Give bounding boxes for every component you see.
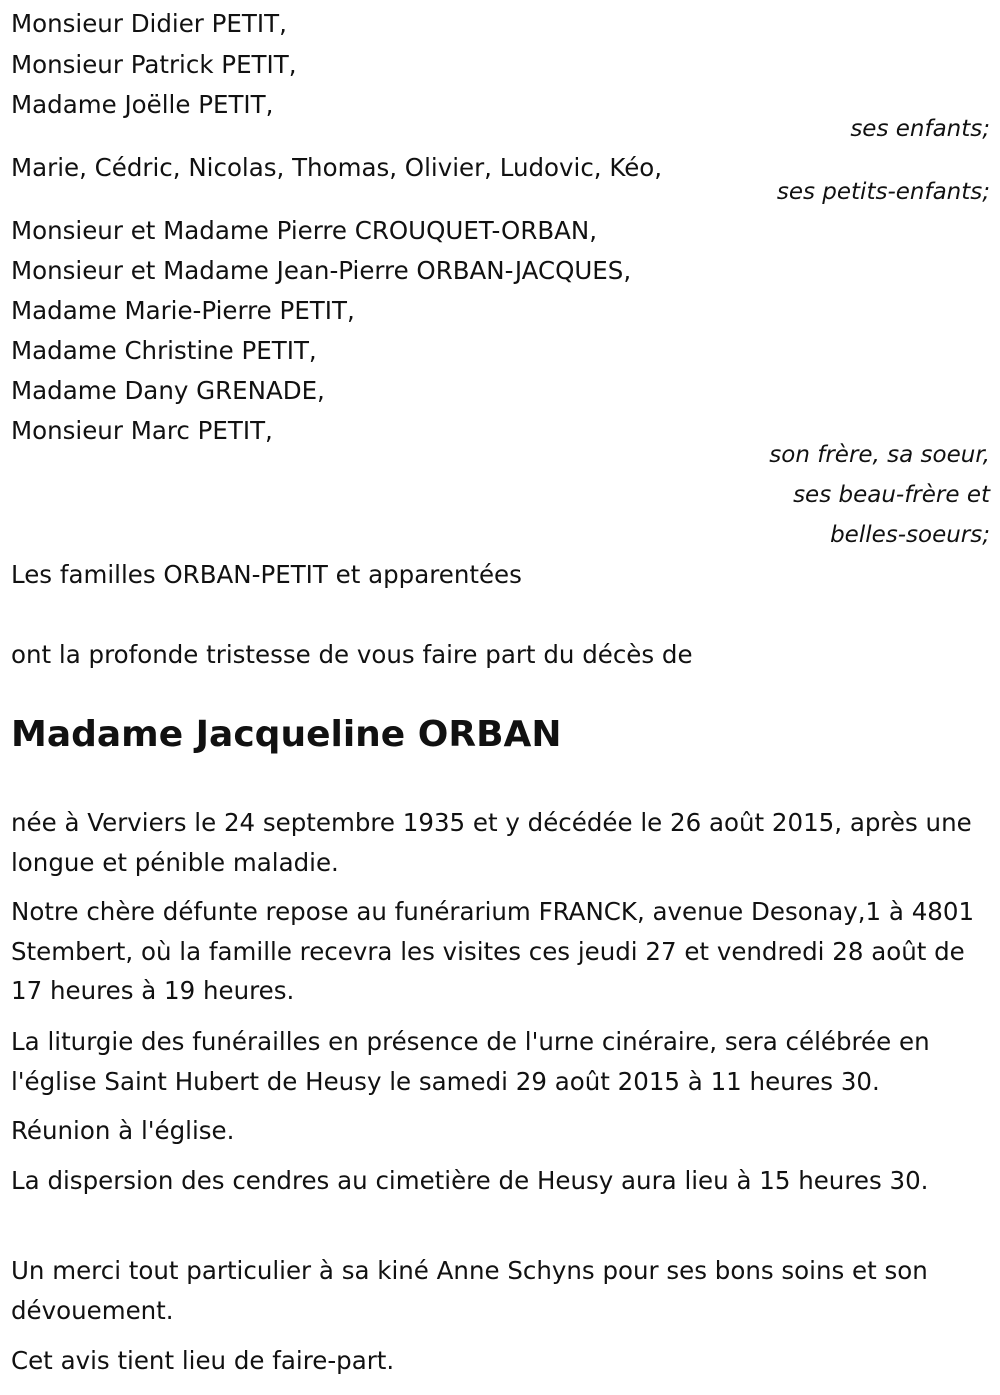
siblings-relation-line: son frère, sa soeur,	[769, 442, 990, 468]
children-relation: ses enfants;	[850, 116, 990, 142]
families-line: Les familles ORBAN-PETIT et apparentées	[11, 560, 522, 589]
siblings-relation-line: belles-soeurs;	[830, 522, 990, 548]
child-name: Monsieur Didier PETIT,	[11, 9, 287, 38]
ashes-paragraph: La dispersion des cendres au cimetière de Heusy aura lieu à 15 heures 30.	[11, 1166, 929, 1195]
closing-paragraph: Cet avis tient lieu de faire-part.	[11, 1346, 395, 1375]
visitation-paragraph: Notre chère défunte repose au funérarium FRANCK, avenue Desonay,1 à 4801 Stembert, où la famille recevra les visites ces jeudi 27 et vendredi 28 août de 17 heures à 19 heures.	[11, 897, 975, 1005]
siblings-relation-line: ses beau-frère et	[793, 482, 990, 508]
sibling-name: Madame Christine PETIT,	[11, 336, 317, 365]
birth-death-paragraph: née à Verviers le 24 septembre 1935 et y décédée le 26 août 2015, après une longue et pénible maladie.	[11, 808, 972, 877]
sibling-name: Monsieur et Madame Jean-Pierre ORBAN-JACQUES,	[11, 256, 632, 285]
thanks-paragraph: Un merci tout particulier à sa kiné Anne Schyns pour ses bons soins et son dévouement.	[11, 1256, 928, 1325]
child-name: Monsieur Patrick PETIT,	[11, 50, 297, 79]
liturgy-paragraph: La liturgie des funérailles en présence de l'urne cinéraire, sera célébrée en l'église Saint Hubert de Heusy le samedi 29 août 2015 à 11 heures 30.	[11, 1027, 930, 1096]
sibling-name: Monsieur Marc PETIT,	[11, 416, 273, 445]
child-name: Madame Joëlle PETIT,	[11, 90, 274, 119]
sibling-name: Monsieur et Madame Pierre CROUQUET-ORBAN,	[11, 216, 598, 245]
sibling-name: Madame Marie-Pierre PETIT,	[11, 296, 355, 325]
gathering-paragraph: Réunion à l'église.	[11, 1116, 235, 1145]
grandchildren-relation: ses petits-enfants;	[776, 179, 990, 205]
sibling-name: Madame Dany GRENADE,	[11, 376, 325, 405]
announcement-text: ont la profonde tristesse de vous faire part du décès de	[11, 640, 693, 669]
deceased-name: Madame Jacqueline ORBAN	[11, 714, 562, 755]
grandchildren-names: Marie, Cédric, Nicolas, Thomas, Olivier, Ludovic, Kéo,	[11, 153, 663, 182]
